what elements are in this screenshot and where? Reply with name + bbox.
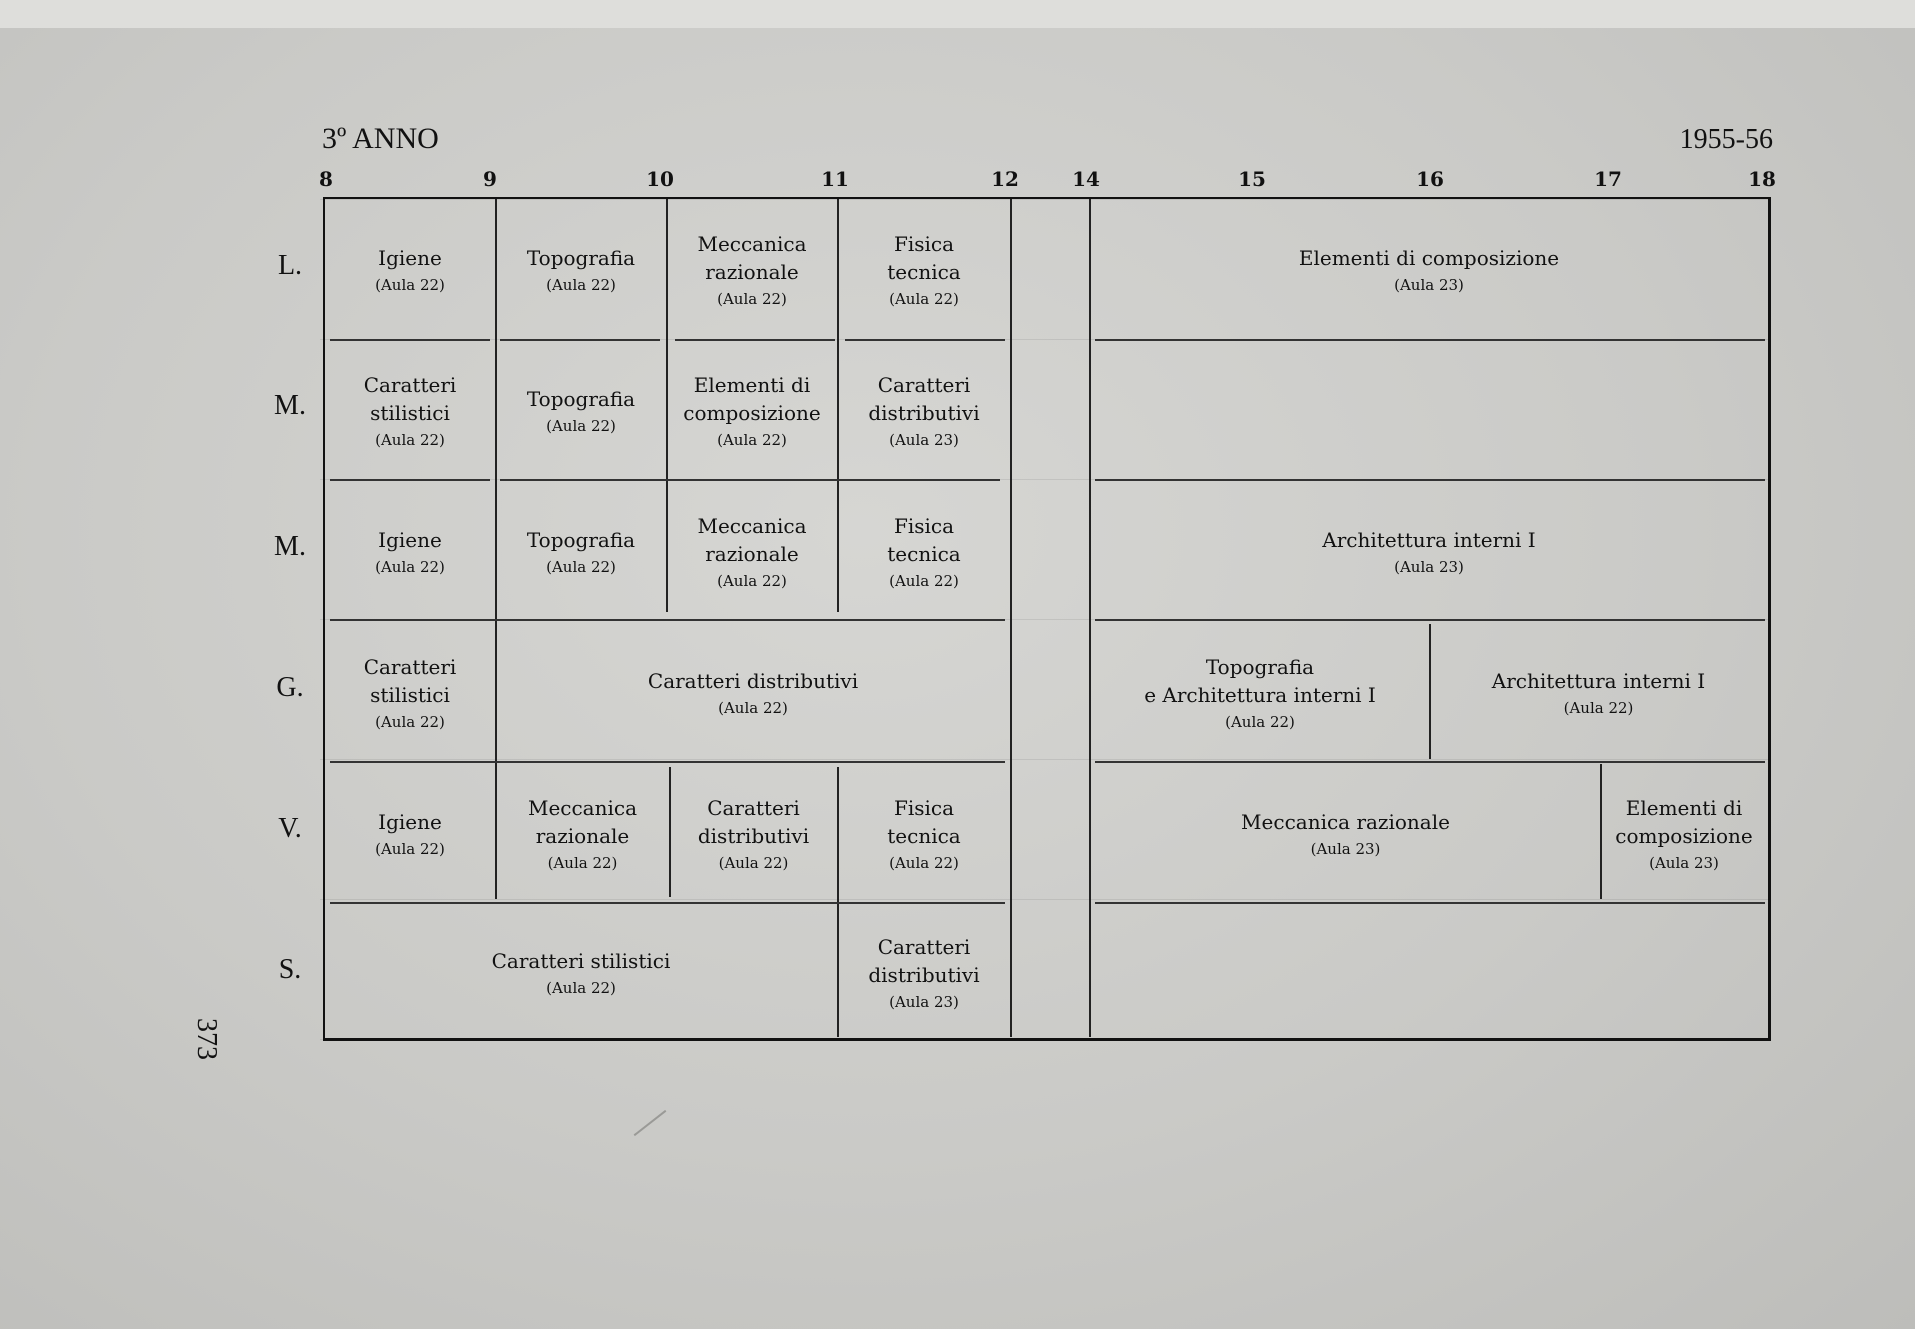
room-label: (Aula 23) — [1649, 854, 1719, 872]
room-label: (Aula 22) — [546, 558, 616, 576]
lesson-cell — [496, 763, 669, 903]
subject-name: Fisica tecnica — [887, 796, 961, 848]
lesson-cell — [667, 199, 837, 339]
hour-label: 14 — [1072, 167, 1100, 191]
day-label-mercoledi: M. — [274, 531, 306, 562]
day-label-sabato: S. — [278, 954, 302, 985]
room-label: (Aula 23) — [1310, 840, 1381, 858]
lesson-cell — [838, 904, 1010, 1039]
hour-label: 10 — [646, 167, 674, 191]
room-label: (Aula 22) — [547, 854, 618, 872]
lesson-cell — [325, 763, 495, 903]
room-label: (Aula 22) — [718, 854, 789, 872]
grid-line — [1010, 199, 1012, 1037]
day-label-martedi: M. — [274, 390, 306, 421]
subject-name: Meccanica razionale — [1241, 810, 1450, 834]
subject-name: Igiene — [378, 246, 442, 270]
room-label: (Aula 23) — [1394, 276, 1464, 294]
hour-label: 17 — [1594, 167, 1622, 191]
lesson-cell — [325, 481, 495, 621]
subject-name: Topografia e Architettura interni I — [1144, 655, 1376, 707]
day-label-lunedi: L. — [277, 250, 303, 281]
room-label: (Aula 22) — [889, 854, 959, 872]
lesson-cell — [1601, 763, 1767, 903]
lesson-cell — [670, 763, 837, 903]
subject-name: Caratteri stilistici — [363, 655, 457, 707]
lesson-cell — [1430, 622, 1767, 762]
lesson-cell — [1091, 481, 1767, 621]
subject-name: Meccanica razionale — [697, 232, 807, 284]
hour-label: 18 — [1748, 167, 1776, 191]
lesson-cell — [838, 199, 1010, 339]
subject-name: Meccanica razionale — [697, 514, 807, 566]
timetable-grid — [323, 197, 1771, 1041]
subject-name: Elementi di composizione — [1615, 796, 1753, 848]
room-label: (Aula 22) — [889, 290, 959, 308]
room-label: (Aula 22) — [718, 699, 788, 717]
lesson-cell — [496, 622, 1010, 762]
room-label: (Aula 22) — [375, 713, 445, 731]
subject-name: Caratteri distributivi — [868, 934, 980, 987]
room-label: (Aula 22) — [1225, 713, 1295, 731]
room-label: (Aula 22) — [375, 431, 445, 449]
page-edge — [0, 0, 1915, 28]
hour-label: 8 — [319, 167, 333, 191]
lesson-cell — [325, 199, 495, 339]
room-label: (Aula 22) — [546, 276, 616, 294]
subject-name: Topografia — [526, 246, 636, 270]
lesson-cell — [496, 481, 666, 621]
subject-name: Elementi di composizione — [683, 373, 821, 425]
day-label-giovedi: G. — [276, 672, 304, 703]
room-label: (Aula 22) — [546, 417, 616, 435]
room-label: (Aula 22) — [717, 290, 787, 308]
lesson-cell — [1091, 622, 1429, 762]
day-label-venerdi: V. — [278, 813, 302, 844]
subject-name: Caratteri distributivi — [647, 669, 859, 693]
lesson-cell — [838, 481, 1010, 621]
subject-name: Topografia — [526, 528, 636, 552]
hour-label: 9 — [483, 167, 497, 191]
room-label: (Aula 22) — [375, 558, 445, 576]
pencil-mark — [634, 1110, 667, 1136]
room-label: (Aula 23) — [889, 431, 959, 449]
subject-name: Architettura interni I — [1491, 669, 1706, 693]
room-label: (Aula 22) — [1563, 699, 1634, 717]
subject-name: Meccanica razionale — [527, 796, 638, 848]
lesson-cell — [667, 481, 837, 621]
room-label: (Aula 22) — [717, 431, 787, 449]
lesson-cell — [667, 340, 837, 480]
subject-name: Igiene — [378, 528, 442, 552]
lesson-cell — [325, 340, 495, 480]
subject-name: Architettura interni I — [1322, 528, 1536, 552]
room-label: (Aula 22) — [546, 978, 616, 997]
lesson-cell — [838, 340, 1010, 480]
lesson-cell — [1091, 199, 1767, 339]
subject-name: Igiene — [378, 810, 442, 834]
lesson-cell — [838, 763, 1010, 903]
subject-name: Caratteri distributivi — [868, 373, 980, 425]
room-label: (Aula 22) — [717, 572, 787, 590]
year-label: 3º ANNO — [322, 122, 439, 155]
page-number: 373 — [191, 1018, 222, 1060]
subject-name: Topografia — [526, 387, 636, 411]
hour-label: 15 — [1238, 167, 1266, 191]
subject-name: Fisica tecnica — [887, 232, 961, 284]
lesson-cell — [496, 199, 666, 339]
room-label: (Aula 22) — [889, 572, 959, 590]
grid-line — [1095, 339, 1765, 341]
hour-label: 16 — [1416, 167, 1444, 191]
subject-name: Elementi di composizione — [1298, 246, 1560, 270]
hour-label: 11 — [821, 167, 849, 191]
lesson-cell — [496, 340, 666, 480]
room-label: (Aula 23) — [889, 992, 959, 1011]
lesson-cell — [1091, 763, 1600, 903]
hour-label: 12 — [991, 167, 1019, 191]
room-label: (Aula 22) — [375, 276, 445, 294]
lesson-cell — [325, 904, 837, 1039]
academic-year: 1955-56 — [1679, 124, 1773, 155]
subject-name: Caratteri stilistici — [363, 373, 457, 425]
subject-name: Caratteri stilistici — [491, 948, 671, 973]
lesson-cell — [325, 622, 495, 762]
room-label: (Aula 23) — [1394, 558, 1464, 576]
subject-name: Caratteri distributivi — [697, 796, 810, 848]
room-label: (Aula 22) — [375, 840, 445, 858]
subject-name: Fisica tecnica — [887, 514, 961, 566]
